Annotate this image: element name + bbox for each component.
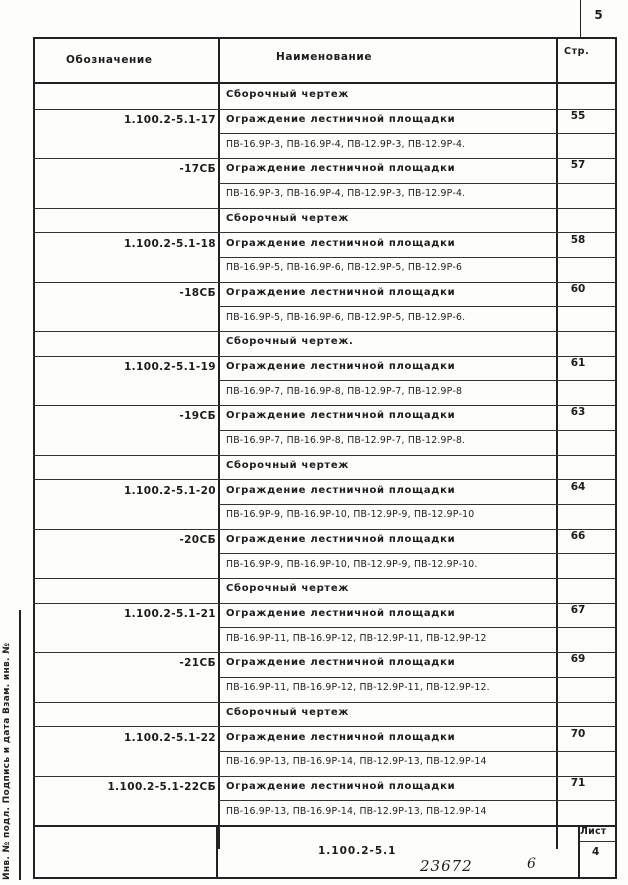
handwritten-sheet-number: 6 <box>527 856 536 872</box>
row-designation: -21СБ <box>179 657 216 669</box>
header-designation: Обозначение <box>66 54 153 66</box>
row-spec-list: ПВ-16.9Р-7, ПВ-16.9Р-8, ПВ-12.9Р-7, ПВ-12.9Р-8. <box>226 435 466 446</box>
row-designation: 1.100.2-5.1-22 <box>123 732 216 744</box>
row-name: Сборочный чертеж <box>226 707 350 718</box>
row-designation: 1.100.2-5.1-19 <box>123 361 216 373</box>
row-page-number: 67 <box>570 604 586 616</box>
row-separator <box>218 726 617 727</box>
row-name: Ограждение лестничной площадки <box>226 410 456 421</box>
row-designation: -20СБ <box>179 534 216 546</box>
code-row-separator <box>33 702 218 703</box>
row-page-number: 64 <box>570 481 586 493</box>
code-row-separator <box>33 578 218 579</box>
row-separator <box>218 133 617 134</box>
row-separator <box>218 455 617 456</box>
row-separator <box>218 479 617 480</box>
inventory-number: 23672 <box>420 857 473 875</box>
row-name: Сборочный чертеж. <box>226 336 354 347</box>
row-spec-list: ПВ-16.9Р-5, ПВ-16.9Р-6, ПВ-12.9Р-5, ПВ-12.9Р-6. <box>226 312 466 323</box>
row-spec-list: ПВ-16.9Р-3, ПВ-16.9Р-4, ПВ-12.9Р-3, ПВ-12.9Р-4. <box>226 188 466 199</box>
row-name: Сборочный чертеж <box>226 460 350 471</box>
row-designation: 1.100.2-5.1-20 <box>123 485 216 497</box>
row-separator <box>218 380 617 381</box>
row-separator <box>218 627 617 628</box>
code-row-separator <box>33 282 218 283</box>
side-stamp-line <box>19 610 21 880</box>
code-row-separator <box>33 603 218 604</box>
row-separator <box>218 800 617 801</box>
code-row-separator <box>33 529 218 530</box>
row-name: Ограждение лестничной площадки <box>226 114 456 125</box>
row-page-number: 60 <box>570 283 586 295</box>
row-page-number: 55 <box>570 110 586 122</box>
row-spec-list: ПВ-16.9Р-13, ПВ-16.9Р-14, ПВ-12.9Р-13, ПВ-12.9Р-14 <box>226 806 487 817</box>
row-name: Ограждение лестничной площадки <box>226 732 456 743</box>
row-designation: 1.100.2-5.1-21 <box>123 608 216 620</box>
row-name: Ограждение лестничной площадки <box>226 238 456 249</box>
code-row-separator <box>33 652 218 653</box>
row-page-number: 63 <box>570 406 586 418</box>
header-separator <box>33 82 617 84</box>
row-designation: -18СБ <box>179 287 216 299</box>
side-stamp-text: Инв. № подл. Подпись и дата Взам. инв. № <box>2 642 12 880</box>
row-name: Ограждение лестничной площадки <box>226 287 456 298</box>
row-page-number: 61 <box>570 357 586 369</box>
document-code: 1.100.2-5.1 <box>318 845 397 857</box>
row-name: Ограждение лестничной площадки <box>226 361 456 372</box>
row-separator <box>218 208 617 209</box>
row-spec-list: ПВ-16.9Р-13, ПВ-16.9Р-14, ПВ-12.9Р-13, ПВ-12.9Р-14 <box>226 756 487 767</box>
row-separator <box>218 331 617 332</box>
sheet-value: 4 <box>592 846 600 858</box>
title-block-divider-left <box>216 825 218 879</box>
row-spec-list: ПВ-16.9Р-5, ПВ-16.9Р-6, ПВ-12.9Р-5, ПВ-12.9Р-6 <box>226 262 463 273</box>
row-designation: 1.100.2-5.1-17 <box>123 114 216 126</box>
code-row-separator <box>33 405 218 406</box>
row-page-number: 71 <box>570 777 586 789</box>
row-designation: -19СБ <box>179 410 216 422</box>
row-spec-list: ПВ-16.9Р-7, ПВ-16.9Р-8, ПВ-12.9Р-7, ПВ-12.9Р-8 <box>226 386 463 397</box>
row-designation: -17СБ <box>179 163 216 175</box>
row-name: Сборочный чертеж <box>226 89 350 100</box>
row-page-number: 57 <box>570 159 586 171</box>
row-spec-list: ПВ-16.9Р-9, ПВ-16.9Р-10, ПВ-12.9Р-9, ПВ-12.9Р-10. <box>226 559 478 570</box>
row-name: Ограждение лестничной площадки <box>226 657 456 668</box>
row-separator <box>218 183 617 184</box>
code-row-separator <box>33 356 218 357</box>
code-row-separator <box>33 158 218 159</box>
row-name: Ограждение лестничной площадки <box>226 534 456 545</box>
code-row-separator <box>33 776 218 777</box>
row-separator <box>218 306 617 307</box>
row-separator <box>218 430 617 431</box>
row-name: Ограждение лестничной площадки <box>226 485 456 496</box>
row-name: Ограждение лестничной площадки <box>226 163 456 174</box>
row-page-number: 66 <box>570 530 586 542</box>
title-block-top-line <box>33 825 617 827</box>
row-name: Сборочный чертеж <box>226 583 350 594</box>
row-designation: 1.100.2-5.1-18 <box>123 238 216 250</box>
row-name: Сборочный чертеж <box>226 213 350 224</box>
row-separator <box>218 702 617 703</box>
row-spec-list: ПВ-16.9Р-3, ПВ-16.9Р-4, ПВ-12.9Р-3, ПВ-12.9Р-4. <box>226 139 466 150</box>
code-row-separator <box>33 208 218 209</box>
page-number: 5 <box>594 8 603 22</box>
code-row-separator <box>33 109 218 110</box>
code-row-separator <box>33 331 218 332</box>
row-separator <box>218 578 617 579</box>
row-separator <box>218 677 617 678</box>
row-separator <box>218 232 617 233</box>
row-separator <box>218 257 617 258</box>
row-spec-list: ПВ-16.9Р-9, ПВ-16.9Р-10, ПВ-12.9Р-9, ПВ-12.9Р-10 <box>226 509 475 520</box>
row-designation: 1.100.2-5.1-22СБ <box>107 781 216 793</box>
row-spec-list: ПВ-16.9Р-11, ПВ-16.9Р-12, ПВ-12.9Р-11, ПВ-12.9Р-12 <box>226 633 487 644</box>
header-name: Наименование <box>276 51 373 63</box>
row-separator <box>218 504 617 505</box>
sheet-label-line <box>578 841 617 842</box>
code-row-separator <box>33 232 218 233</box>
row-separator <box>218 553 617 554</box>
code-row-separator <box>33 726 218 727</box>
row-name: Ограждение лестничной площадки <box>226 608 456 619</box>
row-name: Ограждение лестничной площадки <box>226 781 456 792</box>
row-page-number: 58 <box>570 234 586 246</box>
code-row-separator <box>33 479 218 480</box>
row-spec-list: ПВ-16.9Р-11, ПВ-16.9Р-12, ПВ-12.9Р-11, ПВ-12.9Р-12. <box>226 682 490 693</box>
row-page-number: 69 <box>570 653 586 665</box>
sheet-label: Лист <box>580 826 607 837</box>
header-page: Стр. <box>564 46 590 57</box>
row-separator <box>218 751 617 752</box>
code-row-separator <box>33 455 218 456</box>
row-page-number: 70 <box>570 728 586 740</box>
